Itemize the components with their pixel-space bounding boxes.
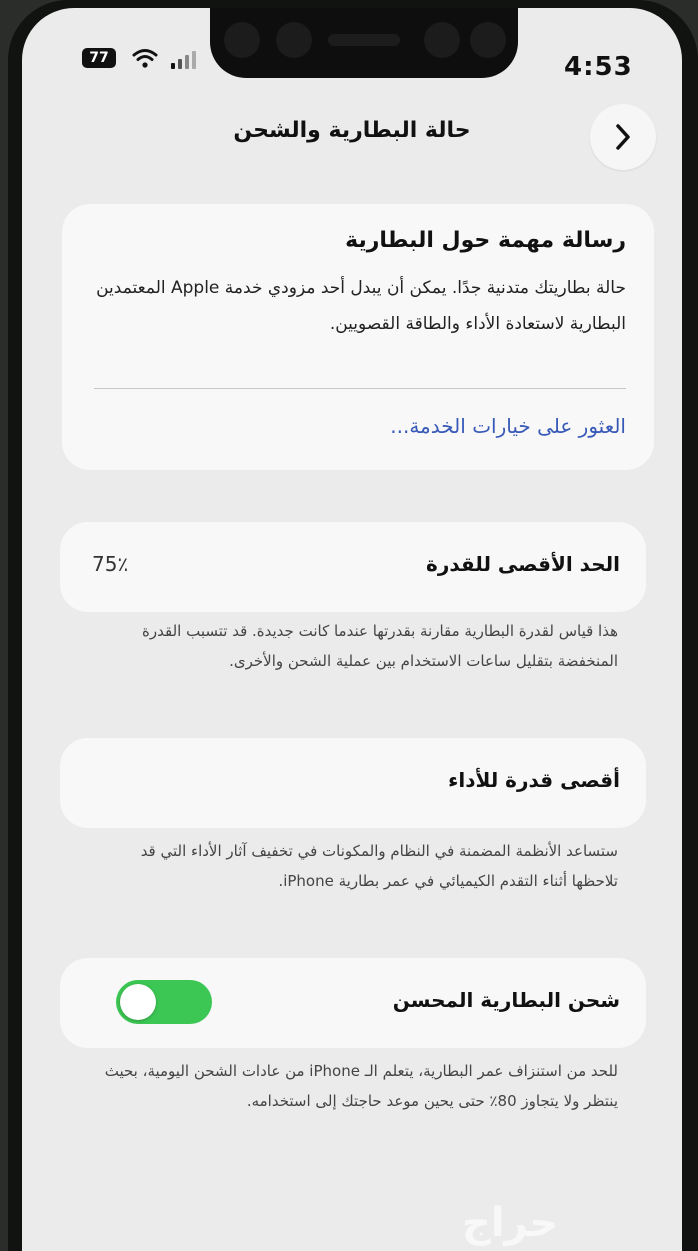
toggle-knob — [120, 984, 156, 1020]
camera-notch — [210, 8, 518, 78]
sensor-dot — [276, 22, 312, 58]
cellular-signal-icon — [170, 50, 200, 70]
speaker-grille — [328, 34, 400, 46]
wifi-icon — [132, 46, 158, 70]
peak-performance-row[interactable] — [60, 738, 646, 828]
maximum-capacity-note: هذا قياس لقدرة البطارية مقارنة بقدرتها عندما كانت جديدة. قد تتسبب القدرة المنخفضة بتقليل ساعات الاستخدام بين عملية الشحن والأخرى. — [142, 622, 618, 670]
maximum-capacity-label: الحد الأقصى للقدرة — [426, 552, 620, 576]
battery-message-card — [62, 204, 654, 470]
chevron-right-icon — [612, 122, 634, 152]
find-service-options-link[interactable]: العثور على خيارات الخدمة... — [390, 414, 626, 438]
page-title: حالة البطارية والشحن — [233, 118, 471, 143]
peak-performance-note: ستساعد الأنظمة المضمنة في النظام والمكونات في تخفيف آثار الأداء التي قد تلاحظها أثناء التقدم الكيميائي في عمر بطارية iPhone. — [140, 842, 618, 890]
maximum-capacity-row — [60, 522, 646, 612]
watermark-logo: حراج — [462, 1200, 559, 1246]
back-button[interactable] — [590, 104, 656, 170]
optimized-charging-row — [60, 958, 646, 1048]
optimized-charging-label: شحن البطارية المحسن — [392, 988, 620, 1012]
battery-level-badge: 77 — [82, 48, 116, 68]
optimized-charging-toggle[interactable] — [116, 980, 212, 1024]
maximum-capacity-value: 75٪ — [92, 552, 129, 576]
sensor-dot — [224, 22, 260, 58]
sensor-dot — [470, 22, 506, 58]
peak-performance-label: أقصى قدرة للأداء — [448, 768, 620, 792]
divider — [94, 388, 626, 389]
phone-screen — [22, 8, 682, 1251]
message-body: حالة بطاريتك متدنية جدًا. يمكن أن يبدل أحد مزودي خدمة Apple المعتمدين البطارية لاستعادة الأداء والطاقة القصويين. — [96, 278, 626, 334]
message-title: رسالة مهمة حول البطارية — [345, 228, 626, 253]
status-time: 4:53 — [564, 52, 633, 82]
optimized-charging-note: للحد من استنزاف عمر البطارية، يتعلم الـ iPhone من عادات الشحن اليومية، بحيث ينتظر ولا يتجاوز 80٪ حتى يحين موعد حاجتك إلى استخدامه. — [104, 1062, 618, 1110]
sensor-dot — [424, 22, 460, 58]
